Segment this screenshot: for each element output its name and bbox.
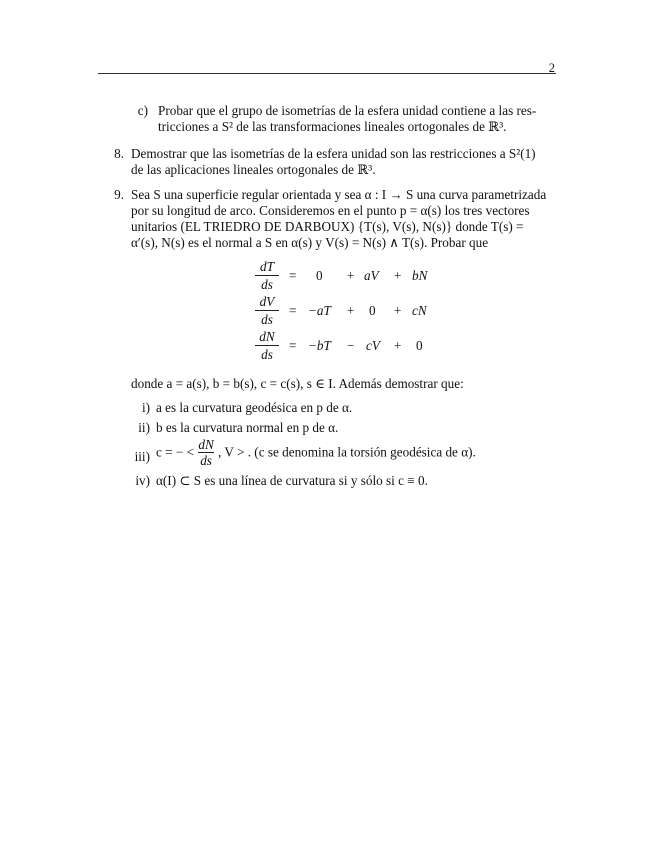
donde-line: donde a = a(s), b = b(s), c = c(s), s ∈ I. Además demostrar que: bbox=[131, 376, 464, 391]
subitem-iii-text bbox=[156, 438, 476, 467]
fraction-dT-ds bbox=[255, 260, 279, 292]
denominator: ds bbox=[261, 312, 273, 327]
header-rule bbox=[98, 73, 556, 74]
operator: + bbox=[394, 303, 402, 318]
term: 0 bbox=[316, 268, 323, 283]
denominator: ds bbox=[261, 347, 273, 362]
operator: + bbox=[347, 303, 355, 318]
term: −bT bbox=[308, 338, 331, 353]
subitem-iii-suffix: , V > . (c se denomina la torsión geodésica de α). bbox=[218, 444, 476, 460]
denominator: ds bbox=[261, 277, 273, 292]
item-c-line1: Probar que el grupo de isometrías de la esfera unidad contiene a las res- bbox=[158, 103, 537, 118]
term: 0 bbox=[416, 338, 423, 353]
term: aV bbox=[364, 268, 379, 283]
operator: + bbox=[394, 338, 402, 353]
item-9-line3: unitarios (EL TRIEDRO DE DARBOUX) {T(s), V(s), N(s)} donde T(s) = bbox=[131, 219, 524, 234]
denominator: ds bbox=[200, 453, 212, 468]
item-c-line2: tricciones a S² de las transformaciones lineales ortogonales de ℝ³. bbox=[158, 119, 507, 134]
equals-sign: = bbox=[289, 268, 297, 283]
subitem-iv-label: iv) bbox=[135, 473, 150, 488]
subitem-i-text: a es la curvatura geodésica en p de α. bbox=[156, 400, 353, 415]
subitem-iii-label: iii) bbox=[134, 449, 150, 464]
numerator: dN bbox=[198, 437, 214, 452]
term: cN bbox=[412, 303, 427, 318]
subitem-iv-text: α(I) ⊂ S es una línea de curvatura si y sólo si c ≡ 0. bbox=[156, 473, 428, 488]
term: −aT bbox=[308, 303, 331, 318]
fraction-dN-ds-inline bbox=[198, 438, 213, 467]
item-8-line1: Demostrar que las isometrías de la esfera unidad son las restricciones a S²(1) bbox=[131, 146, 536, 161]
page-number: 2 bbox=[548, 61, 555, 75]
fraction-dV-ds bbox=[255, 295, 279, 327]
operator: + bbox=[394, 268, 402, 283]
item-9-label: 9. bbox=[114, 187, 124, 202]
item-8-line2: de las aplicaciones lineales ortogonales de ℝ³. bbox=[131, 162, 376, 177]
item-8-label: 8. bbox=[114, 146, 124, 161]
equals-sign: = bbox=[289, 303, 297, 318]
subitem-iii-prefix: c = − < bbox=[156, 444, 195, 460]
subitem-ii-text: b es la curvatura normal en p de α. bbox=[156, 420, 339, 435]
item-9-line4: α′(s), N(s) es el normal a S en α(s) y V(s) = N(s) ∧ T(s). Probar que bbox=[131, 235, 489, 250]
operator: + bbox=[347, 268, 355, 283]
numerator: dV bbox=[259, 294, 275, 309]
fraction-dN-ds bbox=[255, 330, 279, 362]
numerator: dT bbox=[260, 259, 274, 274]
term: bN bbox=[412, 268, 428, 283]
operator: − bbox=[347, 338, 355, 353]
term: cV bbox=[366, 338, 380, 353]
numerator: dN bbox=[259, 329, 275, 344]
term: 0 bbox=[369, 303, 376, 318]
subitem-i-label: i) bbox=[141, 400, 150, 415]
item-9-line1: Sea S una superficie regular orientada y sea α : I → S una curva parametrizada bbox=[131, 187, 547, 202]
equals-sign: = bbox=[289, 338, 297, 353]
item-c-label: c) bbox=[137, 103, 148, 118]
item-9-line2: por su longitud de arco. Consideremos en el punto p = α(s) los tres vectores bbox=[131, 203, 530, 218]
subitem-ii-label: ii) bbox=[138, 420, 150, 435]
